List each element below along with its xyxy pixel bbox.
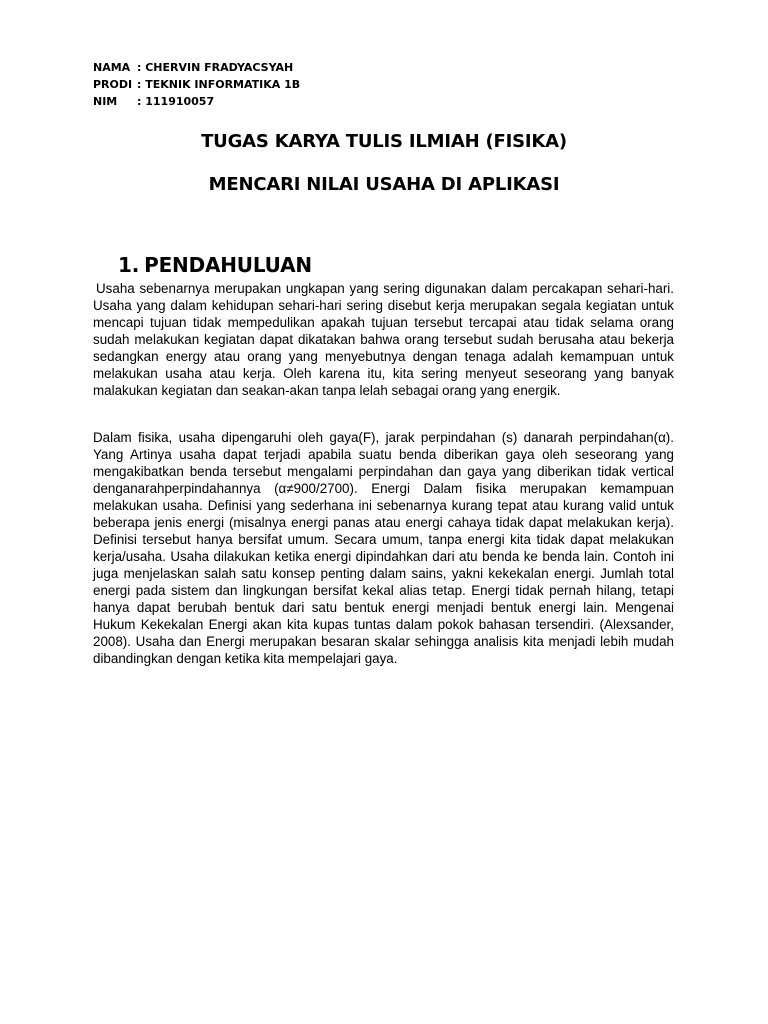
section-number: 1.: [118, 253, 140, 277]
student-id-label: NIM: [93, 95, 118, 108]
name-row: [93, 59, 300, 76]
program-label: PRODI: [93, 78, 133, 91]
name-value: : CHERVIN FRADYACSYAH: [137, 61, 294, 74]
student-info-header: [93, 59, 300, 110]
name-label: NAMA: [93, 61, 131, 74]
paragraph-intro: Usaha sebenarnya merupakan ungkapan yang sering digunakan dalam percakapan sehari-hari. Usaha yang dalam kehidupan sehari-hari sering disebut kerja merupakan segala kegiatan untuk mencapi tujuan tidak mempedulikan apakah tujuan tersebut tercapai atau tidak selama orang sudah melakukan kegiatan dapat dikatakan bahwa orang tersebut sudah berusaha atau bekerja sedangkan energy atau orang yang menyebutnya dengan tenaga adalah kemampuan untuk melakukan usaha atau kerja. Oleh karena itu, kita sering menyeut seseorang yang banyak malakukan kegiatan dan seakan-akan tanpa lelah sebagai orang yang energik.: [93, 281, 674, 398]
program-value: : TEKNIK INFORMATIKA 1B: [137, 78, 301, 91]
program-row: [93, 76, 300, 93]
student-id-row: [93, 93, 300, 110]
document-subtitle: MENCARI NILAI USAHA DI APLIKASI: [208, 174, 560, 195]
paragraph-physics: Dalam fisika, usaha dipengaruhi oleh gaya(F), jarak perpindahan (s) danarah perpindahan(α). Yang Artinya usaha dapat terjadi apabila suatu benda diberikan gaya oleh seseorang yang mengakibatkan benda tersebut mengalami perpindahan dan gaya yang diberikan tidak vertical denganarahperpindahannya (α≠900/2700). Energi Dalam fisika merupakan kemampuan melakukan usaha. Definisi yang sederhana ini sebenarnya kurang tepat atau kurang valid untuk beberapa jenis energi (misalnya energi panas atau energi cahaya tidak dapat melakukan kerja). Definisi tersebut hanya bersifat umum. Secara umum, tanpa energi kita tidak dapat melakukan kerja/usaha. Usaha dilakukan ketika energi dipindahkan dari atu benda ke benda lain. Contoh ini juga menjelaskan salah satu konsep penting dalam sains, yakni kekekalan energi. Jumlah total energi pada sistem dan lingkungan bersifat kekal alias tetap. Energi tidak pernah hilang, tetapi hanya dapat berubah bentuk dari satu bentuk energi menjadi bentuk energi lain. Mengenai Hukum Kekekalan Energi akan kita kupas tuntas dalam pokok bahasan tersendiri. (Alexsander, 2008). Usaha dan Energi merupakan besaran skalar sehingga analisis kita menjadi lebih mudah dibandingkan dengan ketika kita mempelajari gaya.: [93, 430, 674, 666]
section-heading: [118, 253, 312, 277]
section-title: PENDAHULUAN: [144, 253, 312, 277]
student-id-value: : 111910057: [137, 95, 215, 108]
document-title: TUGAS KARYA TULIS ILMIAH (FISIKA): [201, 131, 567, 152]
